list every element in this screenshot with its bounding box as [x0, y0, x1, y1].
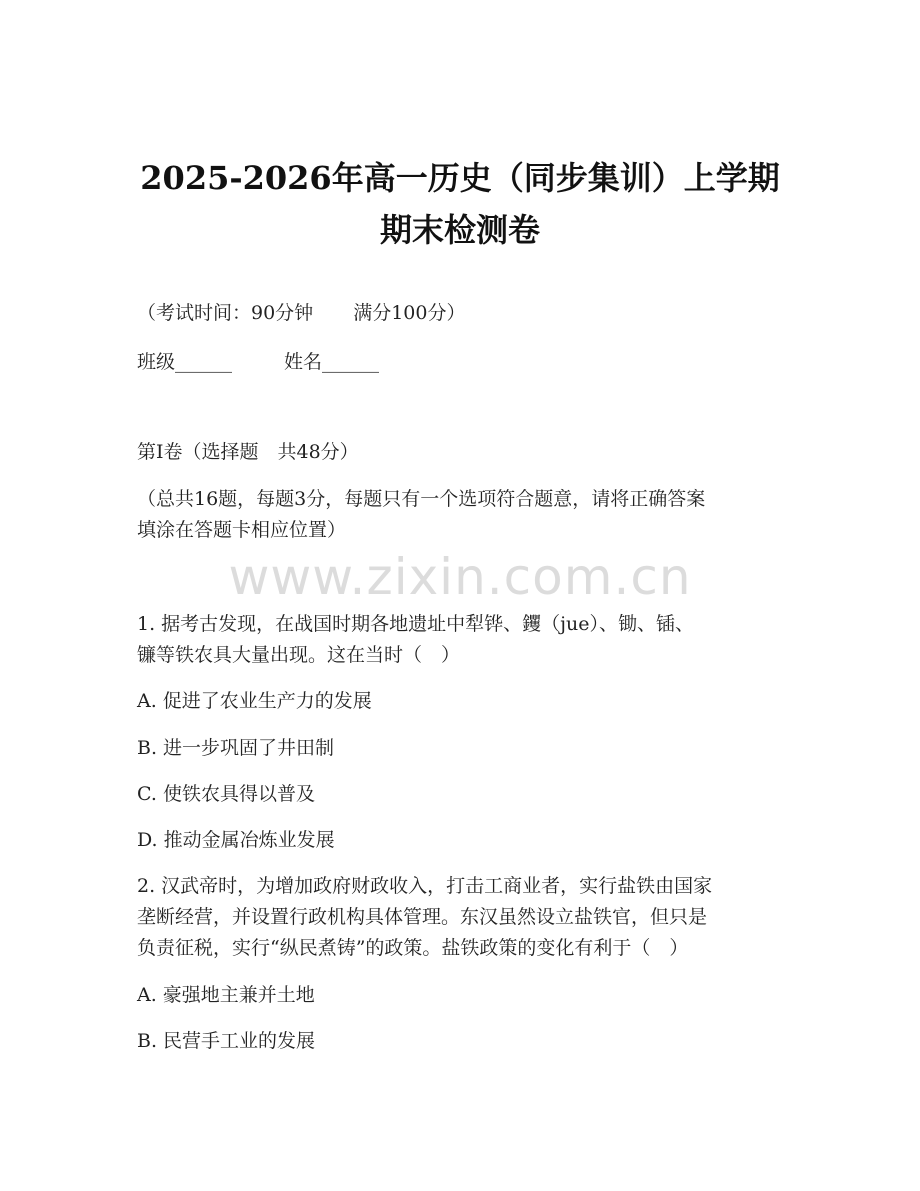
- exam-info: [137, 298, 787, 328]
- instructions-line-1: （总共16题，每题3分，每题只有一个选项符合题意，请将正确答案: [137, 488, 706, 510]
- question-1-stem: [137, 609, 787, 671]
- question-2-stem-line-1: 2. 汉武帝时，为增加政府财政收入，打击工商业者，实行盐铁由国家: [137, 875, 713, 897]
- question-1-option-a[interactable]: A. 促进了农业生产力的发展: [137, 690, 372, 712]
- question-2-option-a[interactable]: A. 豪强地主兼并土地: [137, 984, 315, 1006]
- name-field: 姓名______: [284, 351, 380, 373]
- section-heading: 第I卷（选择题 共48分）: [137, 441, 359, 463]
- question-1-stem-line-1: 1. 据考古发现，在战国时期各地遗址中犁铧、钁（jue）、锄、锸、: [137, 613, 695, 635]
- question-1-option-d[interactable]: D. 推动金属冶炼业发展: [137, 829, 335, 851]
- question-2-stem-line-3: 负责征税，实行“纵民煮铸”的政策。盐铁政策的变化有利于（ ）: [137, 937, 689, 959]
- question-2-option-b[interactable]: B. 民营手工业的发展: [137, 1030, 316, 1052]
- class-field: 班级______: [137, 351, 233, 373]
- question-1-option-c[interactable]: C. 使铁农具得以普及: [137, 783, 315, 805]
- exam-time: （考试时间：90分钟: [137, 302, 314, 324]
- watermark: www.zixin.com.cn: [228, 548, 692, 606]
- section-instructions: [137, 484, 787, 546]
- student-info: [137, 347, 787, 377]
- question-1-option-b[interactable]: B. 进一步巩固了井田制: [137, 737, 335, 759]
- question-1-stem-line-2: 镰等铁农具大量出现。这在当时（ ）: [137, 644, 461, 666]
- instructions-line-2: 填涂在答题卡相应位置）: [137, 519, 347, 541]
- question-2-stem-line-2: 垄断经营，并设置行政机构具体管理。东汉虽然设立盐铁官，但只是: [137, 906, 708, 928]
- exam-score: 满分100分）: [353, 302, 466, 324]
- question-2-stem: [137, 871, 787, 964]
- document-title-line-2: 期末检测卷: [379, 211, 540, 249]
- document-title-line-1: 2025-2026年高一历史（同步集训）上学期: [140, 159, 780, 197]
